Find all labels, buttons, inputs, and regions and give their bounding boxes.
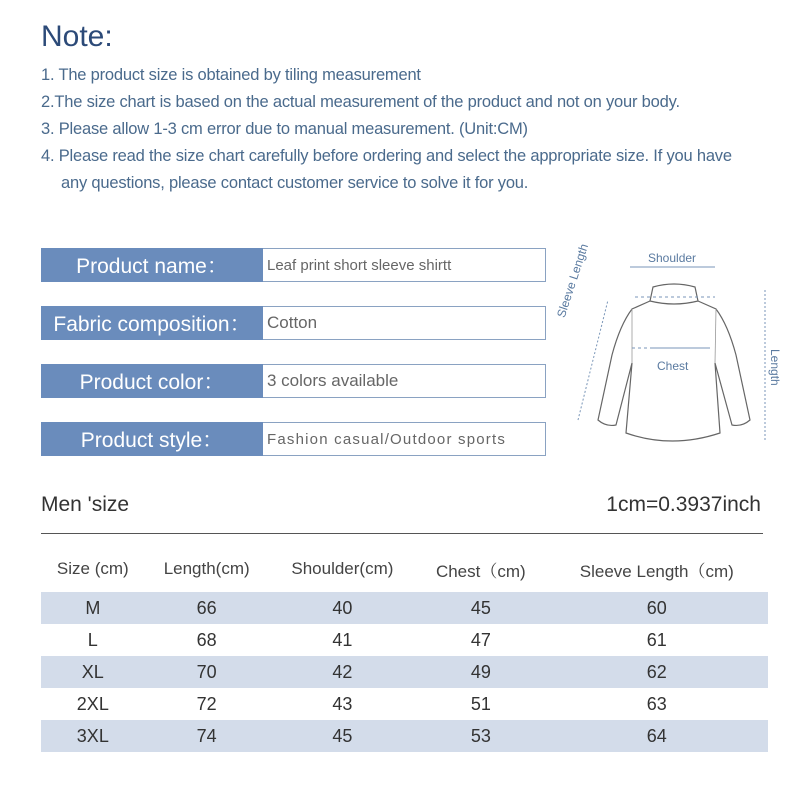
table-row xyxy=(41,624,768,656)
sleeve-length-cell: 64 xyxy=(546,720,768,752)
shoulder-cell: 42 xyxy=(269,656,416,688)
note-title: Note: xyxy=(41,20,113,53)
shirt-measurement-diagram xyxy=(554,242,790,455)
sleeve-length-cell: 60 xyxy=(546,590,768,624)
shirt-outline-icon xyxy=(560,245,790,455)
table-row xyxy=(41,720,768,752)
size-cell: M xyxy=(41,590,145,624)
note-line-3: 3. Please allow 1-3 cm error due to manual measurement. (Unit:CM) xyxy=(41,120,528,138)
table-row xyxy=(41,590,768,624)
chest-cell: 51 xyxy=(470,693,491,714)
product-color-row xyxy=(41,364,543,398)
shoulder-label: Shoulder xyxy=(648,251,697,265)
size-cell: XL xyxy=(41,656,145,688)
product-style-value: Fashion casual/Outdoor sports xyxy=(263,422,546,456)
column-header-shoulder: Shoulder(cm) xyxy=(291,559,394,578)
chest-cell: 45 xyxy=(416,590,546,624)
column-header-size: Size (cm) xyxy=(56,559,129,578)
length-label: Length xyxy=(768,349,782,386)
column-header-length: Length(cm) xyxy=(163,559,250,578)
sleeve-length-cell: 61 xyxy=(646,629,667,650)
product-name-row xyxy=(41,248,543,282)
note-line-4: 4. Please read the size chart carefully before ordering and select the appropriate size. If you have xyxy=(41,147,732,165)
chest-cell: 47 xyxy=(470,629,491,650)
table-row xyxy=(41,688,768,720)
note-line-2: 2.The size chart is based on the actual measurement of the product and not on your body. xyxy=(41,93,680,111)
shoulder-cell: 40 xyxy=(269,590,416,624)
fabric-composition-value: Cotton xyxy=(263,306,546,340)
sleeve-length-label: Sleeve Length xyxy=(554,242,592,320)
column-header-sleeve-length: Sleeve Length（cm) xyxy=(579,561,734,581)
length-cell: 68 xyxy=(196,629,217,650)
length-cell: 70 xyxy=(145,656,269,688)
note-line-4-continued: any questions, please contact customer service to solve it for you. xyxy=(61,174,529,192)
product-color-label: Product color： xyxy=(41,364,263,398)
sleeve-length-cell: 62 xyxy=(546,656,768,688)
shoulder-cell: 43 xyxy=(332,693,353,714)
unit-conversion: 1cm=0.3937inch xyxy=(606,493,761,516)
shoulder-cell: 41 xyxy=(332,629,353,650)
table-header-row xyxy=(41,550,768,590)
size-cell: 2XL xyxy=(76,693,109,714)
product-color-value: 3 colors available xyxy=(263,364,546,398)
fabric-composition-label: Fabric composition： xyxy=(41,306,263,340)
size-chart-table xyxy=(41,550,768,752)
product-name-label: Product name： xyxy=(41,248,263,282)
men-size-heading: Men 'size xyxy=(41,493,130,516)
chest-label: Chest xyxy=(657,359,689,373)
size-cell: 3XL xyxy=(41,720,145,752)
table-row xyxy=(41,656,768,688)
length-cell: 74 xyxy=(145,720,269,752)
fabric-composition-row xyxy=(41,306,543,340)
divider xyxy=(41,533,763,534)
product-name-value: Leaf print short sleeve shirtt xyxy=(263,248,546,282)
length-cell: 66 xyxy=(145,590,269,624)
column-header-chest: Chest（cm) xyxy=(435,561,526,581)
length-cell: 72 xyxy=(196,693,217,714)
chest-cell: 53 xyxy=(416,720,546,752)
chest-cell: 49 xyxy=(416,656,546,688)
shoulder-cell: 45 xyxy=(269,720,416,752)
sleeve-length-cell: 63 xyxy=(646,693,667,714)
product-style-label: Product style： xyxy=(41,422,263,456)
note-line-1: 1. The product size is obtained by tiling measurement xyxy=(41,66,421,84)
size-cell: L xyxy=(87,629,98,650)
note-list xyxy=(41,62,786,197)
product-style-row xyxy=(41,422,543,456)
